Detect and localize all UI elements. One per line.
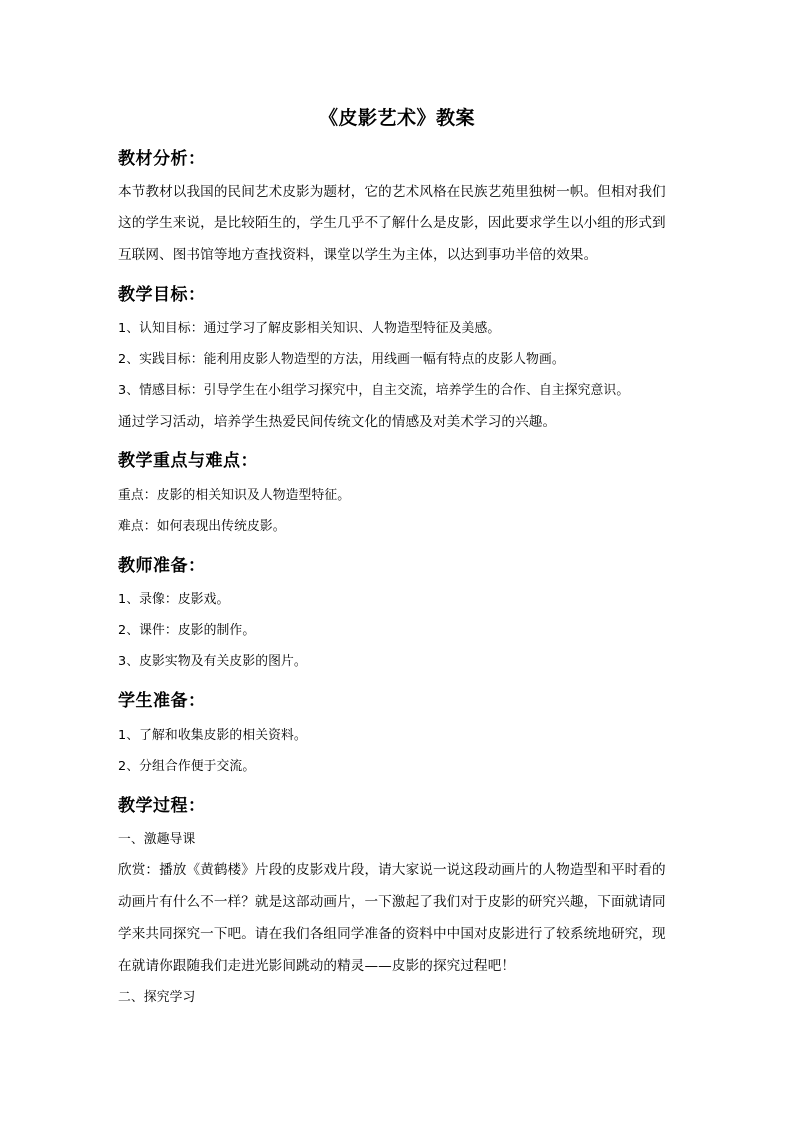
list-item: 重点：皮影的相关知识及人物造型特征。 — [118, 488, 351, 503]
paragraph-line: 在就请你跟随我们走进光影间跳动的精灵——皮影的探究过程吧！ — [118, 958, 516, 974]
section-heading-teacher-prep: 教师准备： — [118, 556, 206, 576]
paragraph-line: 本节教材以我国的民间艺术皮影为题材，它的艺术风格在民族艺苑里独树一帜。但相对我们 — [118, 184, 666, 200]
section-heading-key-points: 教学重点与难点： — [118, 451, 258, 471]
list-item: 2、课件：皮影的制作。 — [118, 623, 256, 638]
list-item: 难点：如何表现出传统皮影。 — [118, 519, 286, 534]
paragraph-line: 这的学生来说，是比较陌生的，学生几乎不了解什么是皮影，因此要求学生以小组的形式到 — [118, 215, 666, 231]
subheading: 一、激趣导课 — [118, 832, 196, 847]
list-item: 1、了解和收集皮影的相关资料。 — [118, 728, 307, 743]
paragraph-line: 动画片有什么不一样？就是这部动画片，一下激起了我们对于皮影的研究兴趣，下面就请同 — [118, 894, 666, 910]
section-heading-student-prep: 学生准备： — [118, 691, 206, 711]
subheading: 二、探究学习 — [118, 990, 196, 1005]
document-title: 《皮影艺术》教案 — [318, 107, 475, 129]
paragraph-line: 学来共同探究一下吧。请在我们各组同学准备的资料中中国对皮影进行了较系统地研究，现 — [118, 926, 666, 942]
paragraph-line: 通过学习活动，培养学生热爱民间传统文化的情感及对美术学习的兴趣。 — [118, 414, 557, 430]
list-item: 3、情感目标：引导学生在小组学习探究中，自主交流，培养学生的合作、自主探究意识。 — [118, 383, 630, 398]
list-item: 1、录像：皮影戏。 — [118, 592, 230, 607]
list-item: 3、皮影实物及有关皮影的图片。 — [118, 654, 307, 669]
list-item: 1、认知目标：通过学习了解皮影相关知识、人物造型特征及美感。 — [118, 321, 501, 336]
section-heading-teaching-goals: 教学目标： — [118, 285, 206, 305]
list-item: 2、分组合作便于交流。 — [118, 759, 256, 774]
paragraph-line: 互联网、图书馆等地方查找资料，课堂以学生为主体，以达到事功半倍的效果。 — [118, 247, 598, 263]
paragraph-line: 欣赏：播放《黄鹤楼》片段的皮影戏片段，请大家说一说这段动画片的人物造型和平时看的 — [118, 862, 666, 878]
section-heading-teaching-process: 教学过程： — [118, 796, 206, 816]
section-heading-material-analysis: 教材分析： — [118, 149, 206, 169]
list-item: 2、实践目标：能利用皮影人物造型的方法，用线画一幅有特点的皮影人物画。 — [118, 352, 565, 367]
